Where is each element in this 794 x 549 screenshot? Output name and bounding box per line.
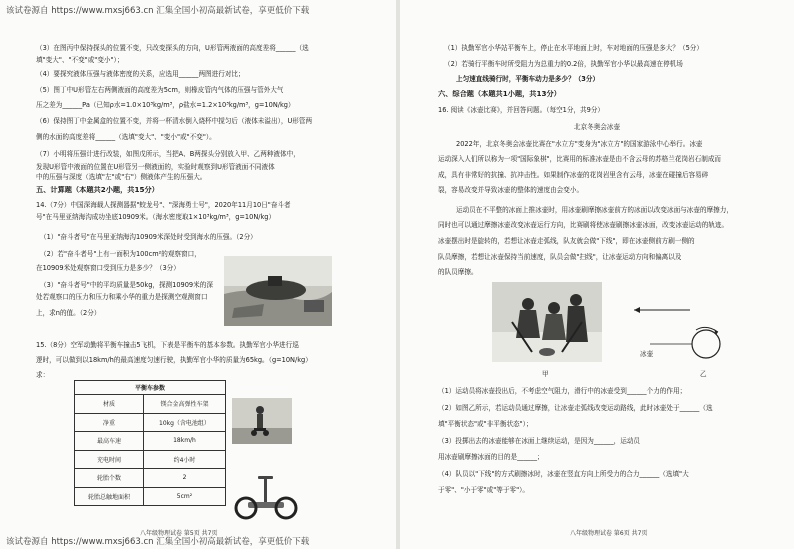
section-heading: 六、综合题（本题共1小题，共13分） [438, 90, 561, 98]
article-line: 同时也可以通过摩擦冰壶改变冰壶运行方向，比赛刷将使冰壶刷擦冰壶冰面，改变冰壶运动的轨迹。 [438, 221, 729, 229]
article-line: 运动深入人们所以称为一项"国际象棋"，比赛用的标准冰壶是由不含云母的苏格兰花岗岩石制成而 [438, 155, 722, 163]
q15-line: 逻时，可以做到以18km/h的最高速度匀速行驶，执勤军官小华的质量为65kg。（g=10N/kg） [36, 356, 312, 364]
figure-label-a: 甲 [542, 370, 549, 378]
table-cell: 18km/h [143, 432, 225, 451]
rider-photo [232, 398, 292, 444]
question-line: （1）运动员将冰壶投出后，不考虑空气阻力，滑行中的冰壶受到______个力的作用； [438, 387, 687, 395]
table-row [75, 432, 226, 451]
question-line: 填"平衡状态"或"非平衡状态"）； [438, 420, 533, 428]
text-line: （2）若骑行平衡车时所受阻力为总重力的0.2倍，执勤军官小华以最高速在停机场 [444, 60, 683, 68]
table-row [75, 469, 226, 488]
q15-line: 求： [36, 371, 50, 379]
text-line: （1）执勤军官小华站平衡车上，停止在水平地面上时，车对地面的压强是多大？（5分） [444, 44, 703, 52]
article-line: 队员摩擦，若想让冰壶保持当前速度，队员会做"扫线"，让冰壶运动方向和偏离以及 [438, 253, 682, 261]
article-line: 裂，容易改变并导致冰壶的整体的速度由会变小。 [438, 186, 584, 194]
table-cell: 净重 [75, 413, 144, 432]
q14-line: （1）"奋斗者号"在马里亚纳海沟10909米深处时受到海水的压强。（2分） [40, 233, 257, 241]
table-cell: 约4小时 [143, 450, 225, 469]
table-cell: 2 [143, 469, 225, 488]
text-line: 发现U形管中液面的位置在U形管另一侧液面的，实验时观察到U形管液面不同液体 [36, 163, 275, 171]
q16-intro: 16. 阅读《冰壶比赛》，并回答问题。（每空1分，共9分） [438, 106, 605, 114]
balance-scooter-drawing [234, 474, 298, 522]
table-cell: 最高车速 [75, 432, 144, 451]
q14-line: （2）若"奋斗者号"上有一面积为100cm²的观察窗口， [40, 250, 201, 258]
table-row [75, 487, 226, 506]
balance-scooter-spec-table [74, 380, 226, 506]
table-cell: 10kg（含电池组） [143, 413, 225, 432]
table-cell: 镁合金高弹性车架 [143, 395, 225, 414]
section-heading: 五、计算题（本题共2小题，共15分） [36, 186, 159, 194]
text-line: （3）在图丙中保持探头的位置不变，只改变探头的方向，U形管两液面的高度差将______（选 [36, 44, 309, 52]
table-row [75, 413, 226, 432]
submarine-photo [224, 256, 332, 326]
question-line: （4）队员以"下线"的方式刷擦冰时，冰壶在竖直方向上所受力的合力______（选填"大 [438, 470, 689, 478]
watermark-top: 该试卷源自 https://www.mxsj663.cn 汇集全国小初高最新试卷，享更低价下载 [6, 6, 310, 16]
q14-line: （3）"奋斗者号"中的平均质量是50kg，探测10909米的深 [40, 281, 213, 289]
article-line: 运动员在不平整的冰面上推冰壶时，用冰壶刷摩擦冰壶前方的冰面以改变冰面与冰壶的摩擦力， [456, 206, 733, 214]
page-footer: 八年级物理试卷 第6页 共7页 [570, 530, 648, 537]
article-line: 2022年，北京冬奥会冰壶比赛在"水立方"变身为"冰立方"的国家游泳中心举行。冰壶 [456, 140, 703, 148]
question-line: （2）如图乙所示，若运动员通过摩擦，让冰壶走弧线改变运动路线，此时冰壶处于______（选 [438, 404, 713, 412]
q14-line: 号"在马里亚纳海沟成功坐底10909米。（海水密度取1×10³kg/m³，g=10N/kg） [36, 213, 276, 221]
text-line: 填"变大"、"不变"或"变小"）； [36, 56, 124, 64]
text-line: 侧的水面的高度差将______（选填"变大"、"变小"或"不变"）。 [36, 133, 216, 141]
text-line: （6）保持图丁中金属盒的位置不变，并将一杯清水倒入烧杯中搅匀后（液体未溢出），U形管两 [36, 117, 313, 125]
question-line: （3）投掷出去的冰壶能够在冰面上继续运动，是因为______，运动员 [438, 437, 641, 445]
article-line: 成，具有非常好的抗撞、抗冲击性。如果制作冰壶的花岗岩里含有云母，冰壶在碰撞后容易碎 [438, 171, 709, 179]
text-line: （7）小明将压强计进行改装，如图戊所示，当把A、B两探头分别放入甲、乙两种液体中， [36, 150, 300, 158]
text-line: 压之差为______Pa（已知ρ水=1.0×10³kg/m³，ρ盐水=1.2×10³kg/m³，g=10N/kg） [36, 101, 295, 109]
page-footer: 八年级物理试卷 第5页 共7页 [140, 530, 218, 537]
article-line: 冰壶摆出时是旋转的，若想让冰壶走弧线，队友就会做"下线"，即在冰壶侧前方刷一侧的 [438, 237, 695, 245]
question-line: 用冰壶刷摩擦冰面的目的是______； [438, 453, 544, 461]
table-cell: 5cm² [143, 487, 225, 506]
text-line: 上匀速直线骑行时，平衡车动力是多少？（3分） [456, 75, 600, 83]
table-row [75, 395, 226, 414]
text-line: （5）图丁中U形管左右两侧液面的高度差为5cm，则橡皮管内气体的压强与管外大气 [36, 86, 284, 94]
watermark-bottom: 该试卷源自 https://www.mxsj663.cn 汇集全国小初高最新试卷，享更低价下载 [6, 537, 310, 547]
table-cell: 材质 [75, 395, 144, 414]
table-caption: 平衡车参数 [75, 381, 226, 395]
table-cell: 充电时间 [75, 450, 144, 469]
text-line: 中的压强与深度（选填"左"或"右"）侧液体产生的压强大。 [36, 173, 207, 181]
table-cell: 轮胎总触地面积 [75, 487, 144, 506]
article-title: 北京冬奥会冰壶 [573, 123, 621, 131]
left-page [0, 0, 396, 549]
text-line: （4）要探究液体压强与液体密度的关系，应选用______两图进行对比； [36, 70, 245, 78]
article-line: 的队员摩擦。 [438, 268, 478, 276]
table-row [75, 450, 226, 469]
q14-line: 14.（7分）中国深海载人探测器据"蛟龙号"、"深海勇士号"，2020年11月10日"奋斗者 [36, 201, 291, 209]
q14-line: 处若观察口的压力和压力和乘小华的重力是探测空观测窗口 [36, 293, 208, 301]
q15-line: 15.（8分）空军动勤将平衡车撞击5飞机，下表是平衡车的基本参数。执勤军官小华进行巡 [36, 341, 299, 349]
figure-label-b: 乙 [700, 370, 707, 378]
curling-photo [492, 282, 602, 362]
figure-label-ice: 冰壶 [640, 350, 654, 358]
question-line: 于零"、"小于零"或"等于零"）。 [438, 486, 529, 494]
table-cell: 轮胎个数 [75, 469, 144, 488]
right-page [400, 0, 794, 549]
q14-line: 在10909米处观察窗口受到压力是多少？（3分） [36, 264, 180, 272]
q14-line: 上，求n的值。（2分） [36, 309, 101, 317]
